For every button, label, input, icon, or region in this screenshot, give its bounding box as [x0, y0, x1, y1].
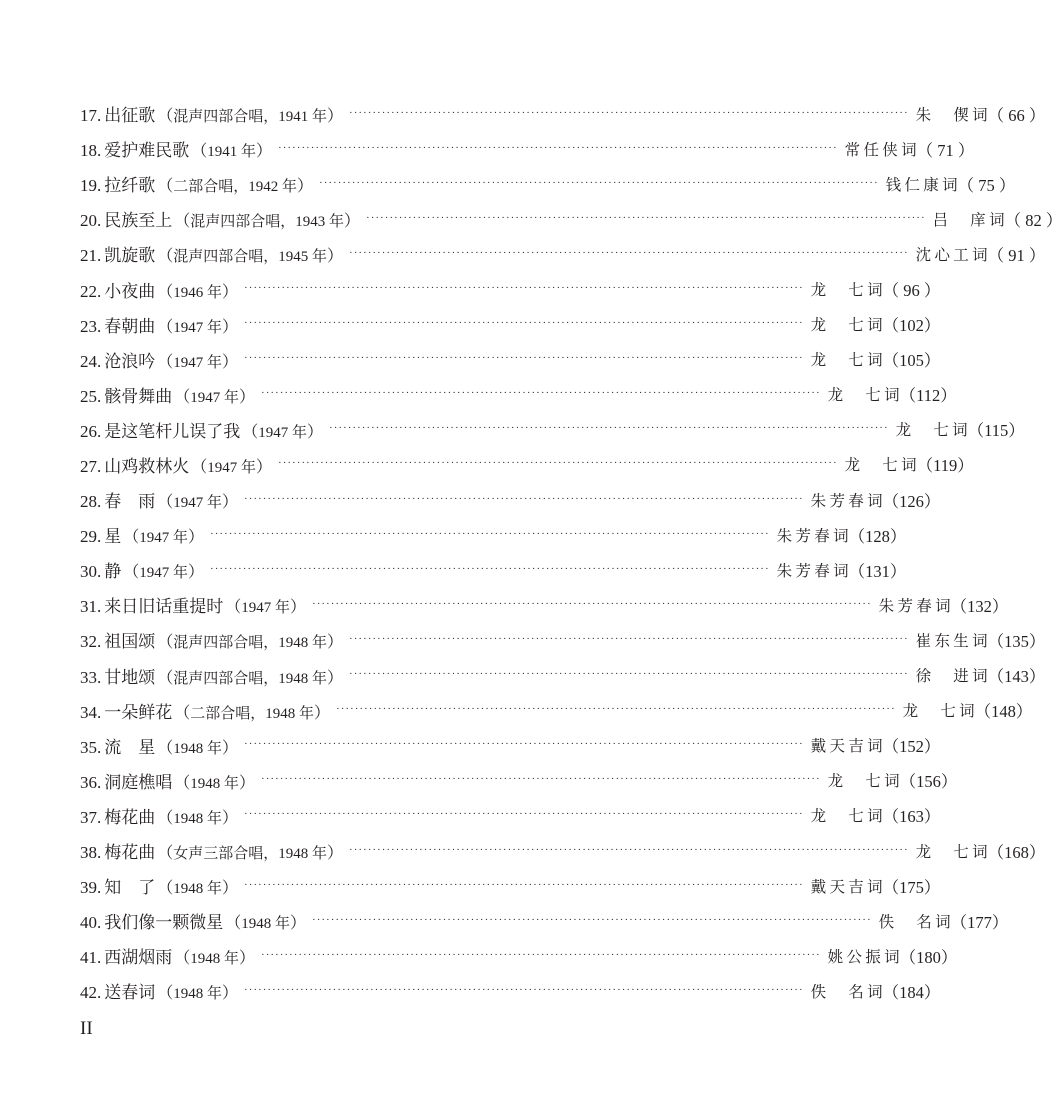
entry-note: （混声四部合唱，1943 年） [174, 213, 361, 231]
toc-entry [80, 798, 941, 833]
toc-entry [80, 973, 941, 1008]
entry-title [80, 943, 255, 968]
entry-note: （1948 年） [225, 915, 307, 933]
entry-author: 吕 庠词 [932, 211, 1005, 229]
entry-number: 23. [80, 316, 102, 336]
entry-number: 38. [80, 843, 102, 863]
entry-number: 35. [80, 737, 102, 757]
entry-title [80, 452, 272, 477]
entry-number: 28. [80, 492, 102, 512]
entry-title [80, 382, 255, 407]
dot-leader: ························································································································ [312, 597, 872, 610]
toc-entry [80, 517, 907, 552]
entry-name: 一朵鲜花 [104, 702, 173, 722]
entry-author: 常任侠词 [844, 141, 917, 159]
toc-entry [80, 307, 941, 342]
entry-note: （1946 年） [157, 283, 239, 301]
entry-number: 27. [80, 456, 102, 476]
entry-number: 31. [80, 597, 102, 617]
entry-author: 姚公振词 [827, 948, 900, 966]
entry-page: （184） [882, 982, 941, 1002]
entry-page: （168） [987, 842, 1046, 862]
entry-page: （148） [974, 702, 1033, 722]
entry-title [80, 136, 272, 161]
entry-note: （1947 年） [191, 458, 273, 476]
entry-page: （112） [899, 386, 957, 406]
entry-number: 36. [80, 772, 102, 792]
entry-page: （ 82 ） [1004, 210, 1062, 230]
entry-page: （128） [848, 526, 907, 546]
toc-entry [80, 236, 1046, 271]
dot-leader: ························································································································ [261, 773, 821, 786]
entry-page: （143） [987, 667, 1046, 687]
entry-page: （102） [882, 316, 941, 336]
entry-page: （180） [899, 947, 958, 967]
entry-author: 龙 七词 [827, 773, 900, 791]
dot-leader: ························································································································ [278, 457, 838, 470]
entry-page: （152） [882, 737, 941, 757]
toc-entry [80, 412, 1025, 447]
entry-note: （1948 年） [157, 985, 239, 1003]
entry-title [80, 312, 238, 337]
entry-author: 徐 进词 [915, 668, 988, 686]
dot-leader: ························································································································ [244, 282, 804, 295]
entry-page: （126） [882, 491, 941, 511]
dot-leader: ························································································································ [349, 106, 909, 119]
entry-title [80, 522, 204, 547]
entry-author: 龙 七词 [810, 352, 883, 370]
dot-leader: ························································································································ [210, 562, 770, 575]
dot-leader: ························································································································ [349, 632, 909, 645]
entry-note: （1947 年） [157, 353, 239, 371]
dot-leader: ························································································································ [261, 387, 821, 400]
entry-note: （1947 年） [242, 423, 324, 441]
entry-note: （女声三部合唱，1948 年） [157, 845, 344, 863]
entry-page: （132） [950, 596, 1009, 616]
dot-leader: ························································································································ [210, 527, 770, 540]
entry-title [80, 733, 238, 758]
entry-page: （ 75 ） [957, 175, 1016, 195]
entry-page: （119） [916, 456, 974, 476]
entry-number: 26. [80, 421, 102, 441]
entry-number: 34. [80, 702, 102, 722]
entry-author: 龙 七词 [844, 457, 917, 475]
entry-number: 40. [80, 913, 102, 933]
entry-author: 龙 七词 [827, 387, 900, 405]
entry-name: 凯旋歌 [104, 246, 156, 266]
entry-name: 沧浪吟 [104, 351, 156, 371]
entry-page: （131） [848, 561, 907, 581]
entry-number: 22. [80, 281, 102, 301]
entry-title [80, 206, 360, 231]
entry-number: 41. [80, 948, 102, 968]
entry-author: 龙 七词 [902, 703, 975, 721]
toc-entry [80, 271, 941, 306]
entry-note: （1948 年） [157, 880, 239, 898]
toc-entry [80, 728, 941, 763]
dot-leader: ························································································································ [244, 878, 804, 891]
entry-page: （163） [882, 807, 941, 827]
toc-entry [80, 482, 941, 517]
entry-author: 佚 名词 [878, 913, 951, 931]
dot-leader: ························································································································ [244, 738, 804, 751]
entry-author: 朱芳春词 [878, 597, 951, 615]
entry-author: 龙 七词 [810, 282, 883, 300]
entry-note: （1947 年） [225, 599, 307, 617]
entry-author: 朱芳春词 [776, 527, 849, 545]
entry-author: 崔东生词 [915, 632, 988, 650]
entry-name: 是这笔杆儿误了我 [104, 421, 241, 441]
entry-name: 西湖烟雨 [104, 948, 173, 968]
entry-title [80, 698, 330, 723]
entry-note: （1947 年） [123, 564, 205, 582]
entry-title [80, 487, 238, 512]
dot-leader: ························································································································ [312, 913, 872, 926]
entry-page: （156） [899, 772, 958, 792]
entry-author: 龙 七词 [810, 808, 883, 826]
dot-leader: ························································································································ [329, 422, 889, 435]
entry-author: 戴天吉词 [810, 878, 883, 896]
entry-title [80, 241, 343, 266]
entry-title [80, 803, 238, 828]
entry-name: 梅花曲 [104, 807, 156, 827]
entry-name: 洞庭樵唱 [104, 772, 173, 792]
entry-title [80, 838, 343, 863]
page-folio: II [80, 1018, 93, 1039]
entry-page: （175） [882, 877, 941, 897]
toc-entry [80, 552, 907, 587]
entry-number: 21. [80, 246, 102, 266]
entry-title [80, 768, 255, 793]
toc-entry [80, 96, 1046, 131]
toc-entry [80, 833, 1046, 868]
entry-name: 甘地颂 [104, 667, 156, 687]
entry-author: 朱芳春词 [776, 562, 849, 580]
entry-note: （1948 年） [157, 739, 239, 757]
entry-number: 17. [80, 106, 102, 126]
entry-title [80, 171, 313, 196]
entry-title [80, 101, 343, 126]
dot-leader: ························································································································ [349, 843, 909, 856]
toc-entry [80, 903, 1009, 938]
entry-title [80, 417, 323, 442]
entry-number: 29. [80, 527, 102, 547]
entry-name: 来日旧话重提时 [104, 597, 224, 617]
dot-leader: ························································································································ [349, 246, 909, 259]
dot-leader: ························································································································ [366, 211, 926, 224]
dot-leader: ························································································································ [261, 948, 821, 961]
toc-entry [80, 763, 958, 798]
toc-entry [80, 693, 1033, 728]
dot-leader: ························································································································ [244, 352, 804, 365]
entry-page: （105） [882, 351, 941, 371]
entry-note: （混声四部合唱，1948 年） [157, 634, 344, 652]
entry-title [80, 277, 238, 302]
entry-page: （135） [987, 631, 1046, 651]
toc-entry [80, 342, 941, 377]
entry-number: 30. [80, 562, 102, 582]
entry-number: 24. [80, 351, 102, 371]
entry-number: 39. [80, 878, 102, 898]
entry-name: 春朝曲 [104, 316, 156, 336]
entry-page: （ 71 ） [916, 140, 975, 160]
entry-name: 流 星 [104, 737, 156, 757]
entry-note: （1947 年） [157, 494, 239, 512]
entry-note: （1948 年） [157, 809, 239, 827]
entry-name: 送春词 [104, 983, 156, 1003]
toc-entry [80, 868, 941, 903]
entry-number: 18. [80, 141, 102, 161]
table-of-contents [80, 96, 1062, 1008]
entry-number: 20. [80, 211, 102, 231]
toc-entry [80, 587, 1009, 622]
entry-page: （ 96 ） [882, 281, 941, 301]
entry-page: （ 91 ） [987, 245, 1046, 265]
dot-leader: ························································································································ [319, 176, 879, 189]
toc-entry [80, 447, 974, 482]
toc-entry [80, 622, 1046, 657]
entry-name: 拉纤歌 [104, 176, 156, 196]
entry-title [80, 663, 343, 688]
entry-note: （1948 年） [174, 950, 256, 968]
entry-note: （1947 年） [157, 318, 239, 336]
entry-name: 我们像一颗微星 [104, 913, 224, 933]
toc-entry [80, 166, 1016, 201]
entry-number: 37. [80, 807, 102, 827]
entry-note: （混声四部合唱，1945 年） [157, 248, 344, 266]
entry-name: 小夜曲 [104, 281, 156, 301]
entry-name: 爱护难民歌 [104, 141, 190, 161]
dot-leader: ························································································································ [244, 317, 804, 330]
entry-title [80, 978, 238, 1003]
entry-title [80, 592, 306, 617]
entry-name: 骸骨舞曲 [104, 386, 173, 406]
dot-leader: ························································································································ [336, 703, 896, 716]
dot-leader: ························································································································ [244, 492, 804, 505]
entry-note: （混声四部合唱，1948 年） [157, 669, 344, 687]
toc-entry [80, 658, 1046, 693]
entry-note: （1947 年） [174, 388, 256, 406]
entry-author: 戴天吉词 [810, 738, 883, 756]
entry-note: （二部合唱，1948 年） [174, 704, 331, 722]
entry-author: 佚 名词 [810, 983, 883, 1001]
entry-author: 龙 七词 [895, 422, 968, 440]
entry-number: 25. [80, 386, 102, 406]
entry-note: （1941 年） [191, 143, 273, 161]
entry-author: 朱 偰词 [915, 106, 988, 124]
entry-title [80, 347, 238, 372]
entry-number: 32. [80, 632, 102, 652]
entry-page: （115） [967, 421, 1025, 441]
entry-name: 星 [104, 527, 122, 547]
entry-number: 33. [80, 667, 102, 687]
toc-entry [80, 201, 1062, 236]
toc-entry [80, 131, 975, 166]
entry-number: 42. [80, 983, 102, 1003]
toc-entry [80, 377, 957, 412]
entry-note: （1947 年） [123, 529, 205, 547]
entry-name: 出征歌 [104, 106, 156, 126]
dot-leader: ························································································································ [278, 141, 838, 154]
entry-name: 静 [104, 562, 122, 582]
entry-name: 祖国颂 [104, 632, 156, 652]
entry-title [80, 557, 204, 582]
entry-author: 沈心工词 [915, 246, 988, 264]
entry-title [80, 627, 343, 652]
entry-name: 知 了 [104, 878, 156, 898]
dot-leader: ························································································································ [244, 983, 804, 996]
dot-leader: ························································································································ [244, 808, 804, 821]
entry-name: 山鸡救林火 [104, 456, 190, 476]
entry-author: 龙 七词 [915, 843, 988, 861]
entry-note: （1948 年） [174, 774, 256, 792]
entry-author: 朱芳春词 [810, 492, 883, 510]
entry-number: 19. [80, 176, 102, 196]
entry-title [80, 873, 238, 898]
entry-note: （二部合唱，1942 年） [157, 178, 314, 196]
entry-page: （177） [950, 912, 1009, 932]
entry-name: 梅花曲 [104, 843, 156, 863]
entry-note: （混声四部合唱，1941 年） [157, 108, 344, 126]
entry-title [80, 908, 306, 933]
entry-page: （ 66 ） [987, 105, 1046, 125]
entry-author: 龙 七词 [810, 317, 883, 335]
toc-entry [80, 938, 958, 973]
entry-author: 钱仁康词 [885, 176, 958, 194]
entry-name: 民族至上 [104, 211, 173, 231]
entry-name: 春 雨 [104, 492, 156, 512]
dot-leader: ························································································································ [349, 668, 909, 681]
